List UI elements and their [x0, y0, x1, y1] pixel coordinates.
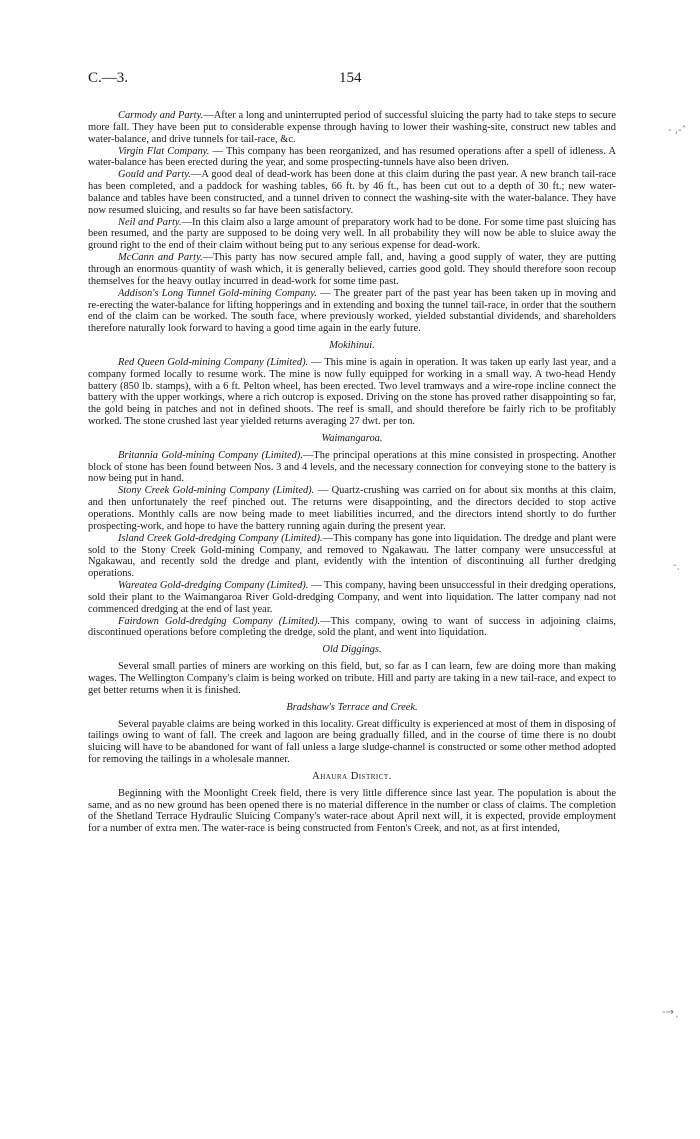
- section-heading: Old Diggings.: [322, 644, 382, 656]
- document-reference: C.—3.: [88, 70, 129, 86]
- paragraph-text: — This company, having been unsuccessful in their dredging operations, sold their plant to the Waimangaroa River Gold-dredging Company, and went into liquidation. The latter company nad not commenced dredging at the end of last year.: [88, 580, 617, 615]
- document-body: [88, 110, 616, 835]
- paragraph: [88, 110, 616, 146]
- paragraph: [88, 450, 616, 486]
- paragraph: [88, 485, 616, 532]
- paragraph-lead: Carmody and Party.: [118, 110, 204, 121]
- paragraph: [88, 788, 616, 835]
- paragraph: [88, 719, 616, 766]
- page-number: 154: [339, 70, 362, 86]
- paragraph: [88, 357, 616, 428]
- paragraph-lead: Island Creek Gold-dredging Company (Limited).: [118, 532, 323, 544]
- paragraph-text: — The greater part of the past year has been taken up in moving and re-erecting the water-balance for lifting hopperings and in extending and boxing the tunnel tail-race, in order that the southern end of the claim can be worked. The south face, where previously worked, yielded substantial dividends, and shareholders therefore naturally look forward to having a good time again in the early future.: [88, 287, 616, 335]
- paragraph: [88, 169, 616, 216]
- paragraph-lead: Neil and Party.: [118, 216, 182, 228]
- paragraph-text: —After a long and uninterrupted period of successful sluicing the party had to take steps to secure more fall. They have been put to considerable expense through having to lower their washing-site, construct new tables and water-balance, and drive tunnels for tail-race, &c.: [88, 110, 617, 145]
- paragraph-text: —This company has gone into liquidation. The dredge and plant were sold to the Stony Creek Gold-mining Company, and removed to Ngakawau. The latter company were unsuccessful at Ngakawau, and recently sold the dredge and plant, evidently with the intention of discontinuing all further dredging operations.: [88, 532, 616, 580]
- section-heading: Waimangaroa.: [321, 432, 383, 444]
- paragraph-text: Several small parties of miners are working on this field, but, so far as I can learn, few are doing more than making wages. The Wellington Company's claim is being worked on tribute. Hill and party are taking in a new tail-race, and expect to get better returns when it is finished.: [88, 661, 616, 696]
- paragraph-lead: Virgin Flat Company.: [118, 145, 210, 157]
- paragraph-text: — Quartz-crushing was carried on for about six months at this claim, and then unfortunately the reef pinched out. The returns were disappointing, and the directors decided to stop active operations. Monthly calls are now being made to meet liabilities incurred, and the directors intend shortly to do further prospecting-work, and hope to have the battery running again during the present year.: [88, 485, 617, 532]
- paragraph: [88, 146, 616, 170]
- margin-mark-top: - ,-˄: [668, 125, 687, 136]
- section-heading: Bradshaw's Terrace and Creek.: [286, 701, 418, 713]
- paragraph-text: —In this claim also a large amount of preparatory work had to be done. For some time past sluicing has been resumed, and the party are supposed to be doing very well. In all probability they will now be able to sluice away the ground right to the end of their claim without being put to any serious expense for dead-work.: [88, 216, 616, 252]
- paragraph: [88, 288, 616, 335]
- paragraph-lead: Wareatea Gold-dredging Company (Limited).: [118, 580, 309, 592]
- paragraph-text: Several payable claims are being worked in this locality. Great difficulty is experienced at most of them in disposing of tailings owing to want of fall. The creek and lagoon are being gradually filled, and in the course of time there is no doubt sluicing will have to be abandoned for want of fall unless a large sludge-channel is constructed or some other method adopted for removing the tailings in a wholesale manner.: [88, 718, 616, 766]
- paragraph-lead: McCann and Party.: [118, 252, 203, 264]
- margin-mark-middle: -˯: [673, 560, 680, 571]
- paragraph-text: —This company, owing to want of success in adjoining claims, discontinued operations before completing the dredge, sold the plant, and went into liquidation.: [88, 615, 616, 639]
- paragraph: [88, 661, 616, 697]
- paragraph: [88, 533, 616, 580]
- paragraph-lead: Addison's Long Tunnel Gold-mining Company.: [118, 287, 317, 299]
- paragraph-lead: Gould and Party.: [118, 169, 191, 181]
- paragraph-lead: Stony Creek Gold-mining Company (Limited).: [118, 485, 315, 497]
- section-heading: Mokihinui.: [329, 340, 375, 352]
- paragraph-text: — This mine is again in operation. It was taken up early last year, and a company formed locally to resume work. The mine is now fully equipped for working in a small way. A two-head Hendy battery (850 lb. stamps), with a 6 ft. Pelton wheel, has been erected. Two level tramways and a wire-rope incline connect the battery with the upper workings, where a rich outcrop is exposed. Driving on the stone has proved rather disappointing so far, the gold being in patches and not in defined shoots. The reef is small, and should therefore be fairly rich to be profitably worked. The stone crushed last year yielded returns averaging 27 dwt. per ton.: [88, 356, 616, 428]
- paragraph-lead: Britannia Gold-mining Company (Limited).: [118, 449, 303, 461]
- paragraph: [88, 580, 616, 616]
- paragraph-text: —This party has now secured ample fall, and, having a good supply of water, they are putting through an enormous quantity of wash which, it is generally believed, carries good gold. They should therefore soon recoup themselves for the heavy outlay incurred in dead-work for some time past.: [88, 252, 616, 287]
- paragraph: [88, 217, 616, 253]
- paragraph-text: Beginning with the Moonlight Creek field, there is very little difference since last year. The population is about the same, and as no new ground has been opened there is no material difference in the number or class of claims. The completion of the Shetland Terrace Hydraulic Sluicing Company's water-race about April next will, it is expected, provide employment for a number of extra men. The water-race is being constructed from Fenton's Creek, and not, as at first intended,: [88, 787, 616, 835]
- paragraph-lead: Red Queen Gold-mining Company (Limited).: [118, 356, 309, 368]
- margin-mark-bottom: -→ˏ: [662, 1007, 679, 1018]
- paragraph: [88, 252, 616, 288]
- paragraph-text: —The principal operations at this mine consisted in prospecting. Another block of stone has been found between Nos. 3 and 4 levels, and the necessary connection for conveying stone to the battery is now being put in hand.: [88, 449, 616, 485]
- paragraph-text: — This company has been reorganized, and has resumed operations after a spell of idleness. A water-balance has been erected during the year, and some prospecting-tunnels have also been driven.: [88, 145, 616, 169]
- paragraph-lead: Fairdown Gold-dredging Company (Limited).: [118, 615, 321, 627]
- paragraph: [88, 616, 616, 640]
- section-heading: Ahaura District.: [312, 770, 392, 782]
- paragraph-text: —A good deal of dead-work has been done at this claim during the past year. A new branch tail-race has been completed, and a paddock for washing tables, 66 ft. by 46 ft., has been cut out to a depth of 30 ft.; new water-balance and tables have been constructed, and a tunnel driven to connect the washing-site with the water-balance. They have now resumed sluicing, and results so far have been satisfactory.: [88, 169, 616, 216]
